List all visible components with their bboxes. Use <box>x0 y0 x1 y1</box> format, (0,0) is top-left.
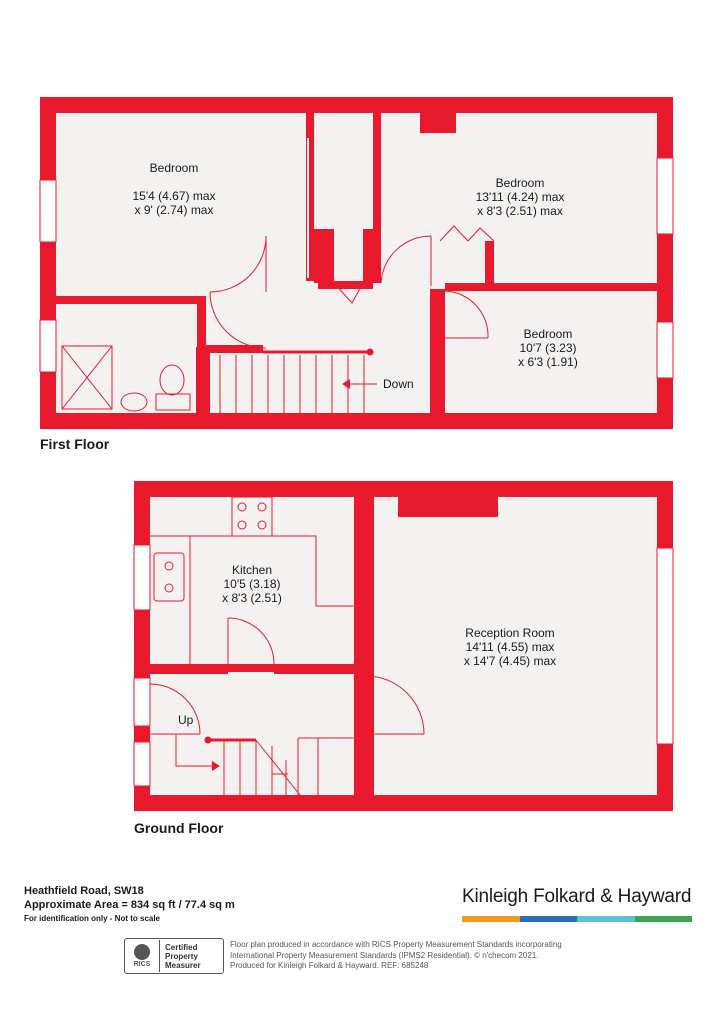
first-floor-label: First Floor <box>40 436 110 452</box>
disclaimer-note: For identification only - Not to scale <box>24 914 161 923</box>
room-dimension: 13'11 (4.24) max <box>475 190 565 204</box>
room-dimension: x 6'3 (1.91) <box>518 355 578 369</box>
rics-cert-line: Certified <box>165 942 198 952</box>
rics-badge <box>124 938 224 974</box>
bathroom-floor <box>56 304 197 413</box>
brand-bar-segment <box>577 916 635 922</box>
room-name: Reception Room <box>465 626 555 640</box>
room-dimension: 14'11 (4.55) max <box>465 640 555 654</box>
rics-seal-icon <box>125 940 160 972</box>
brand-bar-segment <box>462 916 520 922</box>
room-dimension: x 8'3 (2.51) max <box>477 204 563 218</box>
first-floor-plan <box>40 97 673 429</box>
rics-cert-line: Measurer <box>165 960 201 970</box>
room-dimension: 15'4 (4.67) max <box>132 189 216 203</box>
brand-color-bar <box>462 916 692 922</box>
stairs-label: Down <box>383 377 414 391</box>
rics-cert-line: Property <box>165 951 198 961</box>
brand-bar-segment <box>635 916 693 922</box>
ground-floor-label: Ground Floor <box>134 820 224 836</box>
brand-name: Kinleigh Folkard & Hayward <box>462 886 692 907</box>
property-area: Approximate Area = 834 sq ft / 77.4 sq m <box>24 899 235 911</box>
room-dimension: x 9' (2.74) max <box>134 203 214 217</box>
property-address: Heathfield Road, SW18 <box>24 885 144 897</box>
room-name: Bedroom <box>495 176 545 190</box>
room-name: Bedroom <box>523 327 573 341</box>
brand-bar-segment <box>520 916 578 922</box>
footnote <box>230 940 600 972</box>
room-dimension: 10'7 (3.23) <box>519 341 577 355</box>
room-dimension: x 8'3 (2.51) <box>222 591 282 605</box>
rics-badge-text: RICS <box>133 961 151 968</box>
stairs-label: Up <box>178 713 194 727</box>
footnote-line: Produced for Kinleigh Folkard & Hayward. REF: 685248 <box>230 961 429 970</box>
ground-floor-plan <box>134 481 673 811</box>
footnote-line: International Property Measurement Standards (IPMS2 Residential). © n′checom 2021. <box>230 950 539 960</box>
room-name: Bedroom <box>149 161 199 175</box>
footnote-line: Floor plan produced in accordance with RICS Property Measurement Standards incorporating <box>230 940 562 949</box>
room-dimension: x 14'7 (4.45) max <box>463 654 557 668</box>
property-info <box>24 884 235 926</box>
room-dimension: 10'5 (3.18) <box>223 577 281 591</box>
room-name: Kitchen <box>231 563 273 577</box>
